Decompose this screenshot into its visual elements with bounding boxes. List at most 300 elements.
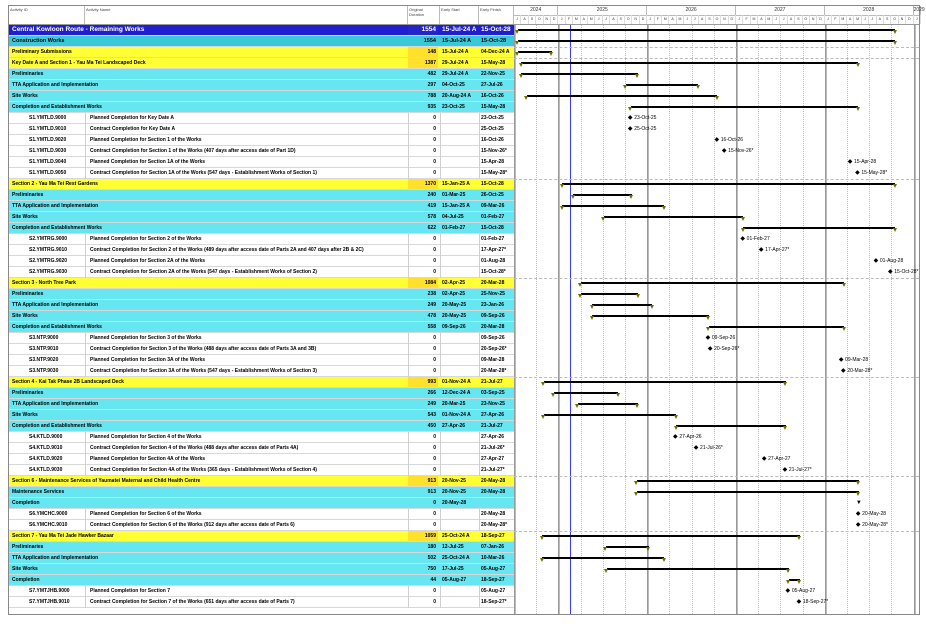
wbs-row[interactable] (9, 201, 514, 212)
activity-row[interactable] (9, 157, 514, 168)
gantt-bar[interactable] (573, 194, 631, 196)
wbs-row[interactable] (9, 498, 514, 509)
early-finish: 03-Sep-25 (481, 390, 505, 396)
bar-end-marker (893, 228, 897, 232)
wbs-name: Preliminaries (12, 192, 44, 198)
activity-row[interactable] (9, 366, 514, 377)
activity-row[interactable] (9, 113, 514, 124)
gantt-bar[interactable] (544, 414, 676, 416)
wbs-row[interactable] (9, 311, 514, 322)
wbs-row[interactable] (9, 564, 514, 575)
activity-id-header[interactable]: Activity ID (9, 6, 85, 24)
activity-id: S3.NTP.9030 (29, 368, 59, 374)
gantt-bar[interactable] (581, 282, 844, 284)
early-finish: 15-May-28 (481, 60, 506, 66)
original-duration: 935 (427, 104, 436, 110)
wbs-name: Site Works (12, 566, 38, 572)
section-separator (514, 278, 919, 279)
original-duration: 0 (433, 335, 436, 341)
early-finish: 09-Sep-26 (481, 313, 505, 319)
wbs-row[interactable] (9, 487, 514, 498)
timescale-month: J (773, 15, 780, 24)
early-start: 15-Jan-25 A (442, 181, 470, 187)
activity-name: Contract Completion for Section 2 of the Works (489 days after access date of Parts 2A and 407 days after 2B & 2C) (90, 247, 364, 253)
timescale-month: J (647, 15, 654, 24)
early-finish: 15-Oct-28 (481, 26, 511, 33)
wbs-row[interactable] (9, 223, 514, 234)
activity-id: S4.KTLD.9020 (29, 456, 63, 462)
activity-name-header[interactable]: Activity Name (85, 6, 408, 24)
column-divider (85, 586, 86, 597)
activity-row[interactable] (9, 234, 514, 245)
milestone[interactable] (740, 236, 769, 243)
early-finish: 25-Oct-25 (481, 126, 504, 132)
milestone[interactable] (708, 346, 740, 353)
milestone-label: 15-Oct-28* (894, 269, 919, 275)
wbs-row[interactable] (9, 377, 514, 388)
early-finish: 07-Jan-26 (481, 544, 505, 550)
milestone-label: 01-Feb-27 (746, 236, 770, 242)
original-duration: 913 (408, 476, 438, 486)
wbs-name: Completion and Establishment Works (12, 423, 102, 429)
early-finish: 23-Nov-25 (481, 401, 505, 407)
milestone[interactable] (888, 269, 918, 276)
timescale-month: J (869, 15, 876, 24)
gantt-bar[interactable] (637, 480, 859, 482)
milestone-diamond-icon: ◆ (627, 126, 635, 132)
section-separator (514, 531, 919, 532)
wbs-row[interactable] (9, 47, 514, 58)
activity-name: Contract Completion for Key Date A (90, 126, 176, 132)
milestone-diamond-icon: ◆ (855, 511, 863, 517)
wbs-row[interactable] (9, 575, 514, 586)
original-duration: 0 (433, 126, 436, 132)
bar-start-marker (604, 569, 608, 573)
early-finish: 15-Apr-28 (481, 159, 505, 165)
activity-row[interactable] (9, 256, 514, 267)
milestone[interactable] (628, 126, 657, 133)
wbs-row[interactable] (9, 399, 514, 410)
timescale-month: D (551, 15, 558, 24)
milestone[interactable] (673, 434, 702, 441)
wbs-name: Central Kowloon Route - Remaining Works (12, 26, 145, 33)
bar-end-marker (715, 96, 719, 100)
original-duration: 1370 (408, 179, 438, 189)
gantt-bar[interactable] (581, 293, 639, 295)
gantt-bar[interactable] (554, 392, 618, 394)
early-start: 17-Jul-25 (442, 566, 464, 572)
milestone[interactable] (856, 500, 862, 507)
milestone[interactable] (783, 467, 812, 474)
milestone[interactable] (874, 258, 904, 265)
milestone-diamond-icon: ◆ (847, 159, 854, 165)
early-finish: 09-Mar-28 (481, 357, 505, 363)
milestone-diamond-icon: ◆ (673, 434, 680, 440)
bar-end-marker (783, 426, 787, 430)
activity-name: Planned Completion for Section 3 of the Works (90, 335, 202, 341)
column-header (9, 6, 925, 25)
bar-end-marker (856, 492, 860, 496)
early-finish: 16-Oct-26 (481, 137, 504, 143)
original-duration: 622 (427, 225, 436, 231)
original-duration: 478 (427, 313, 436, 319)
early-start (440, 234, 478, 244)
activity-id: S3.NTP.9020 (29, 357, 59, 363)
milestone[interactable] (839, 357, 868, 364)
early-finish: 15-May-28 (481, 104, 506, 110)
timescale-month: N (721, 15, 728, 24)
milestone[interactable] (715, 137, 744, 144)
timescale-month: A (521, 15, 528, 24)
milestone-diamond-icon: ◆ (761, 456, 769, 462)
original-duration: 1387 (408, 58, 438, 68)
wbs-row[interactable] (9, 421, 514, 432)
early-start (440, 135, 478, 145)
original-duration: 502 (427, 555, 436, 561)
gantt-bar[interactable] (676, 425, 786, 427)
activity-row[interactable] (9, 168, 514, 179)
activity-row[interactable] (9, 454, 514, 465)
milestone[interactable] (628, 115, 657, 122)
gantt-bar[interactable] (518, 29, 895, 31)
early-start: 12-Dec-24 A (442, 390, 471, 396)
timescale-month: M (662, 15, 669, 24)
timescale-month: J (558, 15, 565, 24)
activity-id: S7.YMTJHB.9000 (29, 588, 70, 594)
activity-row[interactable] (9, 344, 514, 355)
activity-id: S4.KTLD.9030 (29, 467, 63, 473)
milestone[interactable] (841, 368, 872, 375)
activity-row[interactable] (9, 245, 514, 256)
early-start: 20-May-25 (442, 302, 467, 308)
column-divider (85, 256, 86, 267)
activity-row[interactable] (9, 355, 514, 366)
original-duration: 0 (433, 456, 436, 462)
wbs-row[interactable] (9, 410, 514, 421)
gantt-bar[interactable] (521, 62, 858, 64)
gantt-bar[interactable] (604, 216, 744, 218)
column-divider (85, 333, 86, 344)
original-duration: 0 (433, 599, 436, 605)
milestone-diamond-icon: ◆ (855, 522, 863, 528)
milestone-label: 20-Mar-28* (847, 368, 873, 374)
early-start: 15-Jul-24 A (442, 49, 469, 55)
gantt-bar[interactable] (542, 557, 664, 559)
wbs-row[interactable] (9, 190, 514, 201)
early-start: 15-Jul-24 A (442, 26, 477, 33)
milestone-diamond-icon: ◆ (855, 170, 862, 176)
wbs-row[interactable] (9, 388, 514, 399)
milestone-diamond-icon: ◆ (693, 445, 701, 451)
early-finish: 15-Oct-28 (481, 181, 504, 187)
early-start: 25-Oct-24 A (442, 555, 470, 561)
gantt-bar[interactable] (709, 326, 844, 328)
bar-end-marker (549, 52, 553, 56)
early-start (440, 366, 478, 376)
milestone[interactable] (797, 599, 829, 606)
gantt-bar[interactable] (578, 403, 638, 405)
wbs-name: TTA Application and Implementation (12, 203, 99, 209)
wbs-row[interactable] (9, 278, 514, 289)
timescale-month: A (610, 15, 617, 24)
timescale-month: J (862, 15, 869, 24)
activity-row[interactable] (9, 509, 514, 520)
bar-start-marker (634, 481, 638, 485)
early-finish: 17-Apr-27* (481, 247, 507, 253)
gantt-chart-area (514, 25, 919, 614)
activity-row[interactable] (9, 432, 514, 443)
early-start (440, 146, 478, 156)
grid-line (847, 25, 848, 614)
activity-id: S6.YMCHC.9000 (29, 511, 68, 517)
early-start: 01-Feb-27 (442, 225, 466, 231)
section-separator (514, 476, 919, 477)
column-divider (85, 344, 86, 355)
gantt-bar[interactable] (606, 546, 649, 548)
early-finish: 18-Sep-27 (481, 533, 505, 539)
activity-row[interactable] (9, 597, 514, 608)
section-separator (514, 47, 919, 48)
data-date-line (570, 25, 571, 614)
timescale-month: M (573, 15, 580, 24)
timescale-month: S (706, 15, 713, 24)
activity-name: Contract Completion for Section 2A of the Works (547 days - Establishment Works of Section 2) (90, 269, 317, 275)
column-divider (85, 124, 86, 135)
wbs-row[interactable] (9, 80, 514, 91)
timescale-month: J (603, 15, 610, 24)
timescale-month: J (825, 15, 832, 24)
bar-end-marker (893, 30, 897, 34)
early-start: 29-Jul-24 A (442, 60, 469, 66)
milestone[interactable] (706, 335, 736, 342)
activity-row[interactable] (9, 124, 514, 135)
gantt-bar[interactable] (518, 51, 552, 53)
gantt-bar[interactable] (542, 535, 800, 537)
wbs-row[interactable] (9, 179, 514, 190)
early-start (440, 344, 478, 354)
milestone-diamond-icon: ◆ (888, 269, 895, 275)
original-duration: 148 (408, 47, 438, 57)
activity-row[interactable] (9, 267, 514, 278)
milestone-diamond-icon: ◆ (796, 599, 803, 605)
milestone-label: 20-Sep-26* (714, 346, 740, 352)
activity-row[interactable] (9, 146, 514, 157)
wbs-name: TTA Application and Implementation (12, 82, 99, 88)
bar-end-marker (741, 217, 745, 221)
bar-end-marker (650, 305, 654, 309)
early-start: 04-Jul-25 (442, 214, 464, 220)
grid-line (647, 25, 649, 614)
timescale-month: A (669, 15, 676, 24)
bar-end-marker (856, 63, 860, 67)
early-start (440, 245, 478, 255)
activity-name: Planned Completion for Section 4A of the Works (90, 456, 206, 462)
wbs-row[interactable] (9, 25, 514, 36)
gantt-bar[interactable] (743, 227, 895, 229)
timescale-year: 2026 (647, 6, 736, 15)
early-start: 01-Mar-25 (442, 192, 466, 198)
grid-line (914, 25, 916, 614)
wbs-name: Completion and Establishment Works (12, 225, 102, 231)
gantt-bar[interactable] (562, 205, 664, 207)
activity-name: Contract Completion for Section 3 of the Works (488 days after access date of Parts 3A and 3B) (90, 346, 317, 352)
activity-row[interactable] (9, 465, 514, 476)
activity-id: S4.KTLD.9000 (29, 434, 63, 440)
gantt-bar[interactable] (592, 304, 652, 306)
wbs-name: Site Works (12, 214, 38, 220)
original-duration: 0 (433, 368, 436, 374)
original-duration: 0 (433, 115, 436, 121)
grid-line (514, 25, 516, 614)
column-divider (85, 520, 86, 531)
early-finish: 15-Nov-26* (481, 148, 507, 154)
gantt-bar[interactable] (562, 183, 895, 185)
bar-start-marker (515, 52, 519, 56)
early-finish: 23-Jan-26 (481, 302, 505, 308)
activity-row[interactable] (9, 135, 514, 146)
original-duration: 44 (430, 577, 436, 583)
bar-start-marker (560, 184, 564, 188)
bar-start-marker (541, 415, 545, 419)
bar-start-marker (551, 393, 555, 397)
wbs-row[interactable] (9, 212, 514, 223)
timescale-month: M (588, 15, 595, 24)
gantt-bar[interactable] (631, 106, 858, 108)
wbs-row[interactable] (9, 553, 514, 564)
wbs-row[interactable] (9, 91, 514, 102)
milestone-label: 16-Oct-26 (720, 137, 744, 143)
activity-id: S1.YMTLD.9040 (29, 159, 67, 165)
bar-start-marker (601, 217, 605, 221)
activity-name: Planned Completion for Section 3A of the Works (90, 357, 206, 363)
activity-row[interactable] (9, 586, 514, 597)
early-start (440, 267, 478, 277)
wbs-row[interactable] (9, 300, 514, 311)
timescale-month: A (758, 15, 765, 24)
milestone[interactable] (856, 522, 888, 529)
original-duration: 0 (433, 357, 436, 363)
original-duration: 558 (427, 324, 436, 330)
wbs-name: Preliminary Submissions (12, 49, 72, 55)
milestone[interactable] (722, 148, 754, 155)
early-start-header[interactable]: Early Start (440, 6, 479, 24)
activity-row[interactable] (9, 443, 514, 454)
early-finish (479, 498, 514, 508)
original-duration: 0 (433, 269, 436, 275)
early-start (440, 465, 478, 475)
bar-start-marker (524, 96, 528, 100)
grid-line (758, 25, 759, 614)
wbs-row[interactable] (9, 476, 514, 487)
wbs-row[interactable] (9, 58, 514, 69)
gantt-bar[interactable] (592, 315, 708, 317)
milestone[interactable] (759, 247, 789, 254)
original-duration: 450 (427, 423, 436, 429)
original-duration: 1554 (408, 25, 438, 35)
original-duration: 750 (427, 566, 436, 572)
milestone-diamond-icon: ◆ (740, 236, 747, 242)
gantt-bar[interactable] (527, 95, 718, 97)
column-divider (85, 146, 86, 157)
column-divider (85, 597, 86, 608)
gantt-bar[interactable] (518, 40, 895, 42)
timescale-month: N (899, 15, 906, 24)
early-finish: 18-Sep-27* (481, 599, 507, 605)
timescale-month: A (699, 15, 706, 24)
milestone[interactable] (856, 511, 886, 518)
gantt-bar[interactable] (607, 568, 789, 570)
wbs-name: Key Date A and Section 1 - Yau Ma Tei Landscaped Deck (12, 60, 146, 66)
activity-row[interactable] (9, 520, 514, 531)
milestone-diamond-icon: ◆ (714, 137, 721, 143)
wbs-name: Preliminaries (12, 71, 44, 77)
early-finish: 04-Dec-24 A (481, 49, 510, 55)
gantt-bar[interactable] (637, 491, 859, 493)
activity-row[interactable] (9, 333, 514, 344)
timescale-month: A (581, 15, 588, 24)
column-divider (85, 245, 86, 256)
original-duration: 0 (433, 170, 436, 176)
wbs-row[interactable] (9, 542, 514, 553)
activity-id: S2.YMTRG.9000 (29, 236, 68, 242)
milestone-label: 17-Apr-27* (765, 247, 790, 253)
milestone-label: 23-Oct-25 (634, 115, 657, 121)
wbs-name: Completion and Establishment Works (12, 324, 102, 330)
original-duration: 0 (433, 137, 436, 143)
early-finish: 01-Aug-28 (481, 258, 506, 264)
milestone[interactable] (848, 159, 877, 166)
milestone[interactable] (762, 456, 791, 463)
bar-end-marker (636, 294, 640, 298)
bar-end-marker (797, 580, 801, 584)
wbs-name: Construction Works (12, 38, 65, 44)
milestone[interactable] (855, 170, 887, 177)
wbs-name: Section 6 - Maintenance Services of Yaumatei Maternal and Child Health Centre (12, 478, 201, 484)
milestone[interactable] (694, 445, 723, 452)
wbs-row[interactable] (9, 36, 514, 47)
bar-start-marker (519, 63, 523, 67)
timescale-month: J (780, 15, 787, 24)
bar-start-marker (541, 382, 545, 386)
bar-end-marker (706, 316, 710, 320)
wbs-name: Section 3 - North Tree Park (12, 280, 76, 286)
gantt-bar[interactable] (626, 84, 699, 86)
wbs-name: Completion (12, 577, 40, 583)
early-finish: 15-May-28* (481, 170, 508, 176)
milestone[interactable] (786, 588, 816, 595)
gantt-bar[interactable] (521, 73, 637, 75)
timescale-month: F (655, 15, 662, 24)
milestone-diamond-icon: ◆ (873, 258, 880, 264)
wbs-row[interactable] (9, 69, 514, 80)
original-duration-header[interactable]: Original Duration (408, 6, 440, 24)
wbs-row[interactable] (9, 289, 514, 300)
wbs-row[interactable] (9, 322, 514, 333)
bar-end-marker (893, 184, 897, 188)
early-finish: 25-Nov-25 (481, 291, 505, 297)
milestone-label: 15-May-28* (861, 170, 888, 176)
original-duration: 297 (427, 82, 436, 88)
early-start: 20-Nov-25 (442, 478, 466, 484)
wbs-row[interactable] (9, 102, 514, 113)
wbs-name: Completion (12, 500, 40, 506)
wbs-row[interactable] (9, 531, 514, 542)
original-duration: 0 (433, 500, 436, 506)
early-finish: 22-Nov-25 (481, 71, 505, 77)
gantt-bar[interactable] (544, 381, 786, 383)
wbs-name: Preliminaries (12, 390, 44, 396)
early-finish-header[interactable]: Early Finish (479, 6, 514, 24)
